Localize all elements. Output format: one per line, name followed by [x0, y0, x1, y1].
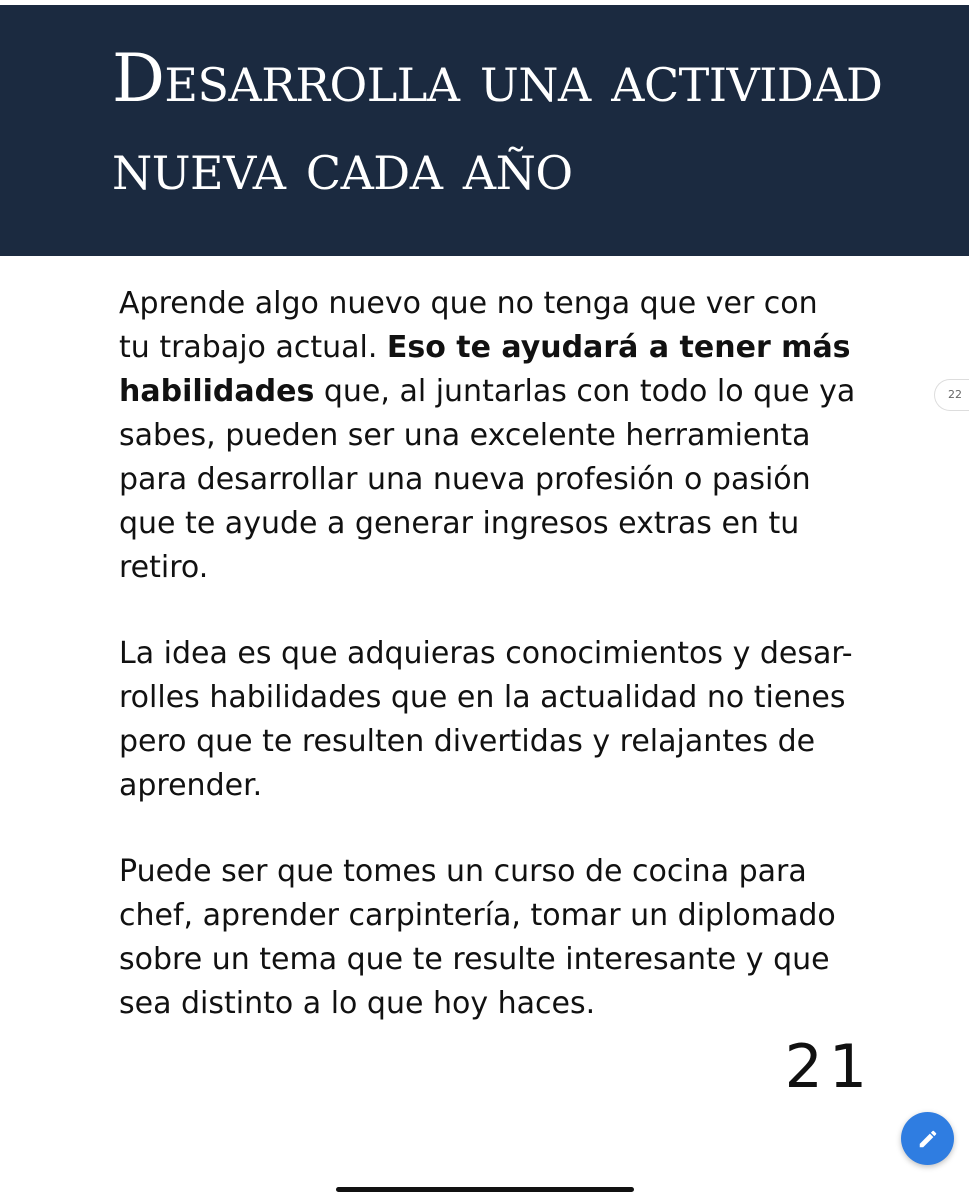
paragraph-1-line: que te ayude a generar ingresos extras en tu [119, 506, 800, 541]
paragraph-1 [119, 282, 879, 590]
title-line-2: nueva cada año [112, 128, 573, 205]
body-text [119, 282, 879, 1068]
next-page-tab[interactable]: 22 [934, 379, 969, 411]
paragraph-3-line: sea distinto a lo que hoy haces. [119, 986, 596, 1021]
paragraph-1-line: sabes, pueden ser una excelente herramienta [119, 418, 811, 453]
paragraph-1-line: Aprende algo nuevo que no tenga que ver con [119, 286, 818, 321]
pencil-icon [917, 1128, 939, 1150]
paragraph-2-line: La idea es que adquieras conocimientos y desar- [119, 636, 853, 671]
header-band [0, 0, 969, 256]
paragraph-2-line: pero que te resulten divertidas y relajantes de [119, 724, 816, 759]
paragraph-3-line: chef, aprender carpintería, tomar un diplomado [119, 898, 836, 933]
paragraph-1-line: retiro. [119, 550, 209, 585]
paragraph-3-line: Puede ser que tomes un curso de cocina para [119, 854, 807, 889]
paragraph-3 [119, 850, 879, 1026]
title-line-1: Desarrolla una actividad [112, 40, 883, 117]
paragraph-2-line: rolles habilidades que en la actualidad no tienes [119, 680, 846, 715]
edit-button[interactable] [901, 1112, 954, 1165]
home-indicator[interactable] [336, 1187, 634, 1192]
paragraph-1-line [119, 370, 879, 414]
paragraph-1-line: para desarrollar una nueva profesión o pasión [119, 462, 811, 497]
page-number: 21 [784, 1032, 873, 1102]
paragraph-2-line: aprender. [119, 768, 263, 803]
paragraph-2 [119, 632, 879, 808]
page-title [112, 35, 912, 211]
text-normal: que, al juntarlas con todo lo que ya [314, 374, 856, 409]
paragraph-1-line [119, 326, 879, 370]
text-bold: Eso te ayudará a tener más [386, 330, 851, 365]
paragraph-3-line: sobre un tema que te resulte interesante y que [119, 942, 830, 977]
text-normal: tu trabajo actual. [119, 330, 387, 365]
text-bold: habilidades [119, 374, 315, 409]
